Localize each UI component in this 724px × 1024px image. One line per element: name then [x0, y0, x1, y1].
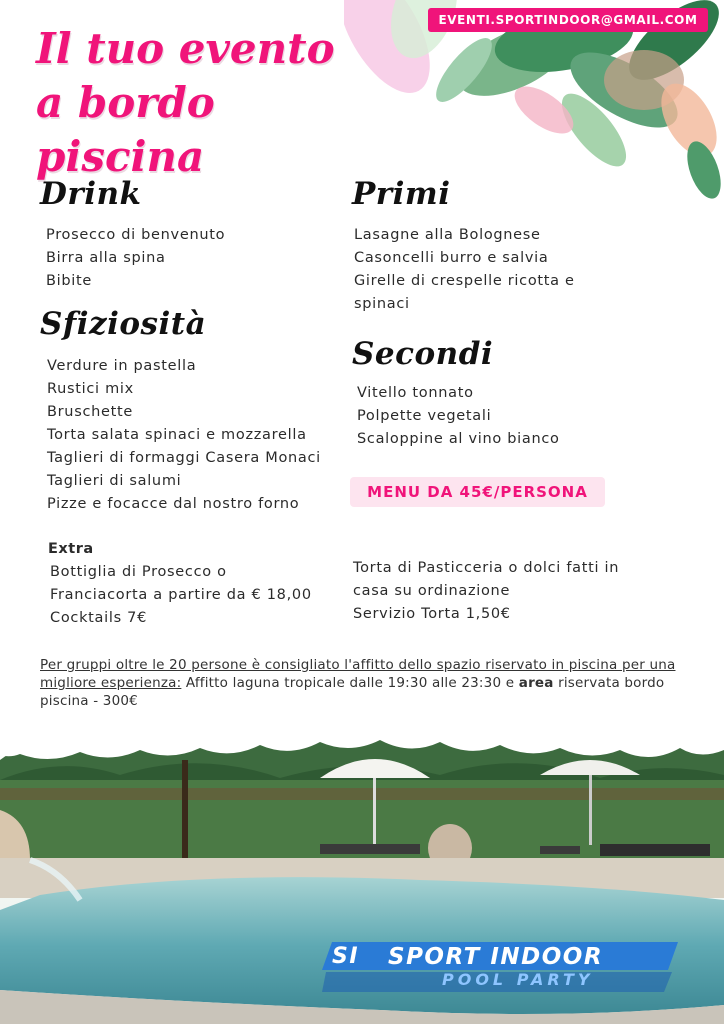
group-note: [40, 656, 690, 710]
email-badge[interactable]: EVENTI.SPORTINDOOR@GMAIL.COM: [428, 8, 708, 32]
list-item: Girelle di crespelle ricotta e spinaci: [354, 273, 575, 312]
note-underlined: Per gruppi oltre le 20 persone è consigliato l'affitto dello spazio riservato in piscina per una migliore esperienza:: [40, 657, 676, 691]
list-item: Verdure in pastella: [47, 358, 197, 374]
extra-list: [48, 538, 312, 630]
list-item: Vitello tonnato: [357, 385, 474, 401]
price-badge: MENU DA 45€/PERSONA: [350, 477, 605, 507]
list-item: Taglieri di formaggi Casera Monaci: [47, 450, 321, 466]
list-item: Taglieri di salumi: [47, 473, 182, 489]
primi-list: [354, 224, 604, 316]
title-line-2: a bordo piscina: [36, 78, 215, 181]
page-title: [36, 22, 396, 184]
list-item: Bruschette: [47, 404, 134, 420]
list-item: Polpette vegetali: [357, 408, 492, 424]
list-item: Casoncelli burro e salvia: [354, 250, 549, 266]
dolci-list: [353, 557, 619, 626]
sfiziosita-list: [47, 355, 321, 516]
list-item: Scaloppine al vino bianco: [357, 431, 560, 447]
sport-indoor-logo: [322, 940, 682, 996]
note-bold: area: [518, 675, 554, 691]
drink-heading: Drink: [40, 176, 142, 212]
list-item: Servizio Torta 1,50€: [353, 606, 511, 622]
primi-heading: Primi: [352, 176, 451, 212]
logo-subtitle: POOL PARTY: [442, 970, 594, 989]
secondi-heading: Secondi: [352, 336, 494, 372]
secondi-list: [357, 382, 560, 451]
list-item: Bottiglia di Prosecco o: [50, 564, 227, 580]
list-item: Birra alla spina: [46, 250, 166, 266]
list-item: Torta salata spinaci e mozzarella: [47, 427, 307, 443]
drink-list: [46, 224, 225, 293]
list-item: Torta di Pasticceria o dolci fatti in: [353, 560, 620, 576]
list-item: Bibite: [46, 273, 93, 289]
extra-heading: Extra: [48, 541, 94, 557]
list-item: Pizze e focacce dal nostro forno: [47, 496, 300, 512]
logo-mark: SI: [332, 944, 360, 969]
list-item: casa su ordinazione: [353, 583, 511, 599]
title-line-1: Il tuo evento: [36, 24, 335, 73]
list-item: Lasagne alla Bolognese: [354, 227, 541, 243]
note-text-2: riservata bordo piscina - 300€: [40, 675, 665, 709]
list-item: Rustici mix: [47, 381, 134, 397]
list-item: Franciacorta a partire da € 18,00: [50, 587, 312, 603]
note-text-1: Affitto laguna tropicale dalle 19:30 alle 23:30 e: [181, 675, 519, 691]
list-item: Cocktails 7€: [50, 610, 148, 626]
sfiziosita-heading: Sfiziosità: [40, 306, 207, 342]
list-item: Prosecco di benvenuto: [46, 227, 226, 243]
logo-name: SPORT INDOOR: [388, 944, 604, 970]
